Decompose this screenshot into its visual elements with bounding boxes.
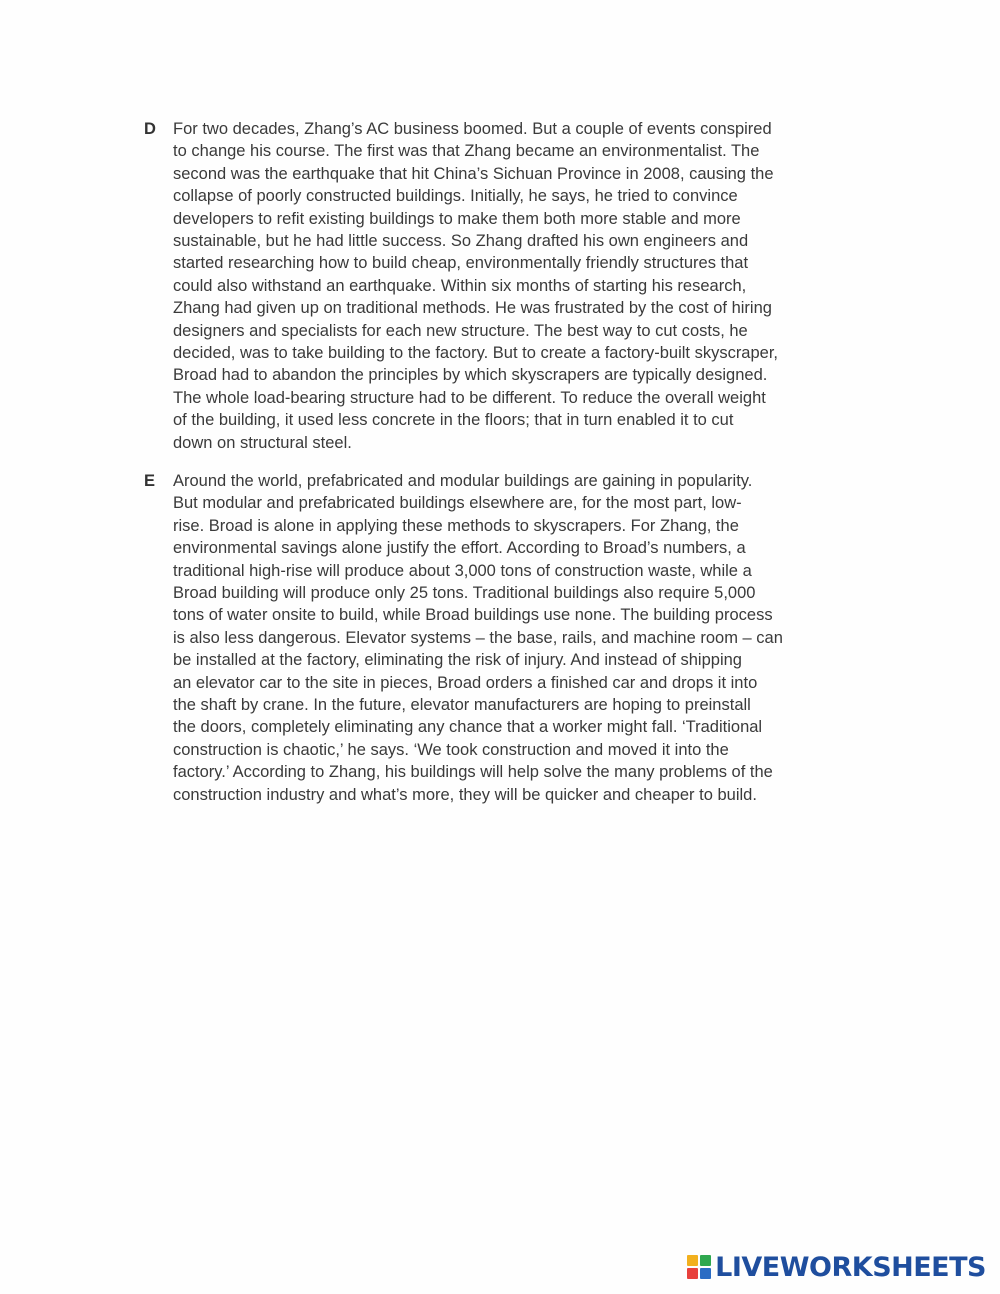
text-line: developers to refit existing buildings to make them both more stable and more	[173, 209, 741, 228]
paragraph-d	[144, 118, 894, 454]
text-line: Around the world, prefabricated and modular buildings are gaining in popularity.	[173, 472, 753, 490]
text-line: factory.’ According to Zhang, his buildings will help solve the many problems of the	[173, 763, 773, 782]
text-line: to change his course. The first was that Zhang became an environmentalist. The	[173, 142, 760, 161]
liveworksheets-logo-icon	[687, 1255, 711, 1279]
brand-name: LIVEWORKSHEETS	[715, 1251, 986, 1283]
logo-square-icon	[700, 1255, 711, 1266]
text-line: started researching how to build cheap, environmentally friendly structures that	[173, 254, 749, 273]
text-line: is also less dangerous. Elevator systems – the base, rails, and machine room – can	[173, 628, 783, 647]
text-line: down on structural steel.	[173, 433, 352, 452]
text-line: the doors, completely eliminating any chance that a worker might fall. ‘Traditional	[173, 718, 763, 737]
text-line: the shaft by crane. In the future, elevator manufacturers are hoping to preinstall	[173, 696, 751, 715]
paragraph-body	[144, 470, 894, 806]
text-line: could also withstand an earthquake. Within six months of starting his research,	[173, 276, 747, 295]
text-line: But modular and prefabricated buildings elsewhere are, for the most part, low-	[173, 494, 742, 513]
paragraph-e	[144, 470, 894, 806]
text-line: an elevator car to the site in pieces, Broad orders a finished car and drops it into	[173, 673, 758, 692]
text-line: construction industry and what’s more, they will be quicker and cheaper to build.	[173, 785, 757, 804]
liveworksheets-brand-link[interactable]	[687, 1252, 986, 1282]
text-line: Broad building will produce only 25 tons. Traditional buildings also require 5,000	[173, 584, 756, 603]
paragraph-body	[144, 118, 894, 454]
text-line: environmental savings alone justify the effort. According to Broad’s numbers, a	[173, 539, 746, 558]
logo-square-icon	[687, 1268, 698, 1279]
text-line: rise. Broad is alone in applying these methods to skyscrapers. For Zhang, the	[173, 516, 739, 535]
text-line: tons of water onsite to build, while Broad buildings use none. The building process	[173, 606, 773, 625]
text-line: collapse of poorly constructed buildings. Initially, he says, he tried to convince	[173, 187, 738, 206]
text-line: be installed at the factory, eliminating the risk of injury. And instead of shipping	[173, 651, 742, 670]
paragraph-letter: E	[144, 472, 156, 490]
text-line: of the building, it used less concrete in the floors; that in turn enabled it to cut	[173, 411, 734, 430]
text-line: construction is chaotic,’ he says. ‘We took construction and moved it into the	[173, 740, 729, 759]
paragraph-letter: D	[144, 120, 156, 138]
text-line: traditional high-rise will produce about 3,000 tons of construction waste, while a	[173, 561, 752, 580]
text-line: sustainable, but he had little success. So Zhang drafted his own engineers and	[173, 232, 749, 251]
text-line: Broad had to abandon the principles by which skyscrapers are typically designed.	[173, 366, 768, 385]
text-line: For two decades, Zhang’s AC business boomed. But a couple of events conspired	[173, 120, 772, 138]
logo-square-icon	[687, 1255, 698, 1266]
text-line: designers and specialists for each new structure. The best way to cut costs, he	[173, 321, 748, 340]
text-line: second was the earthquake that hit China’s Sichuan Province in 2008, causing the	[173, 164, 774, 183]
text-line: decided, was to take building to the factory. But to create a factory-built skyscraper,	[173, 344, 779, 363]
logo-square-icon	[700, 1268, 711, 1279]
text-line: Zhang had given up on traditional methods. He was frustrated by the cost of hiring	[173, 299, 772, 318]
text-line: The whole load-bearing structure had to be different. To reduce the overall weight	[173, 388, 766, 407]
